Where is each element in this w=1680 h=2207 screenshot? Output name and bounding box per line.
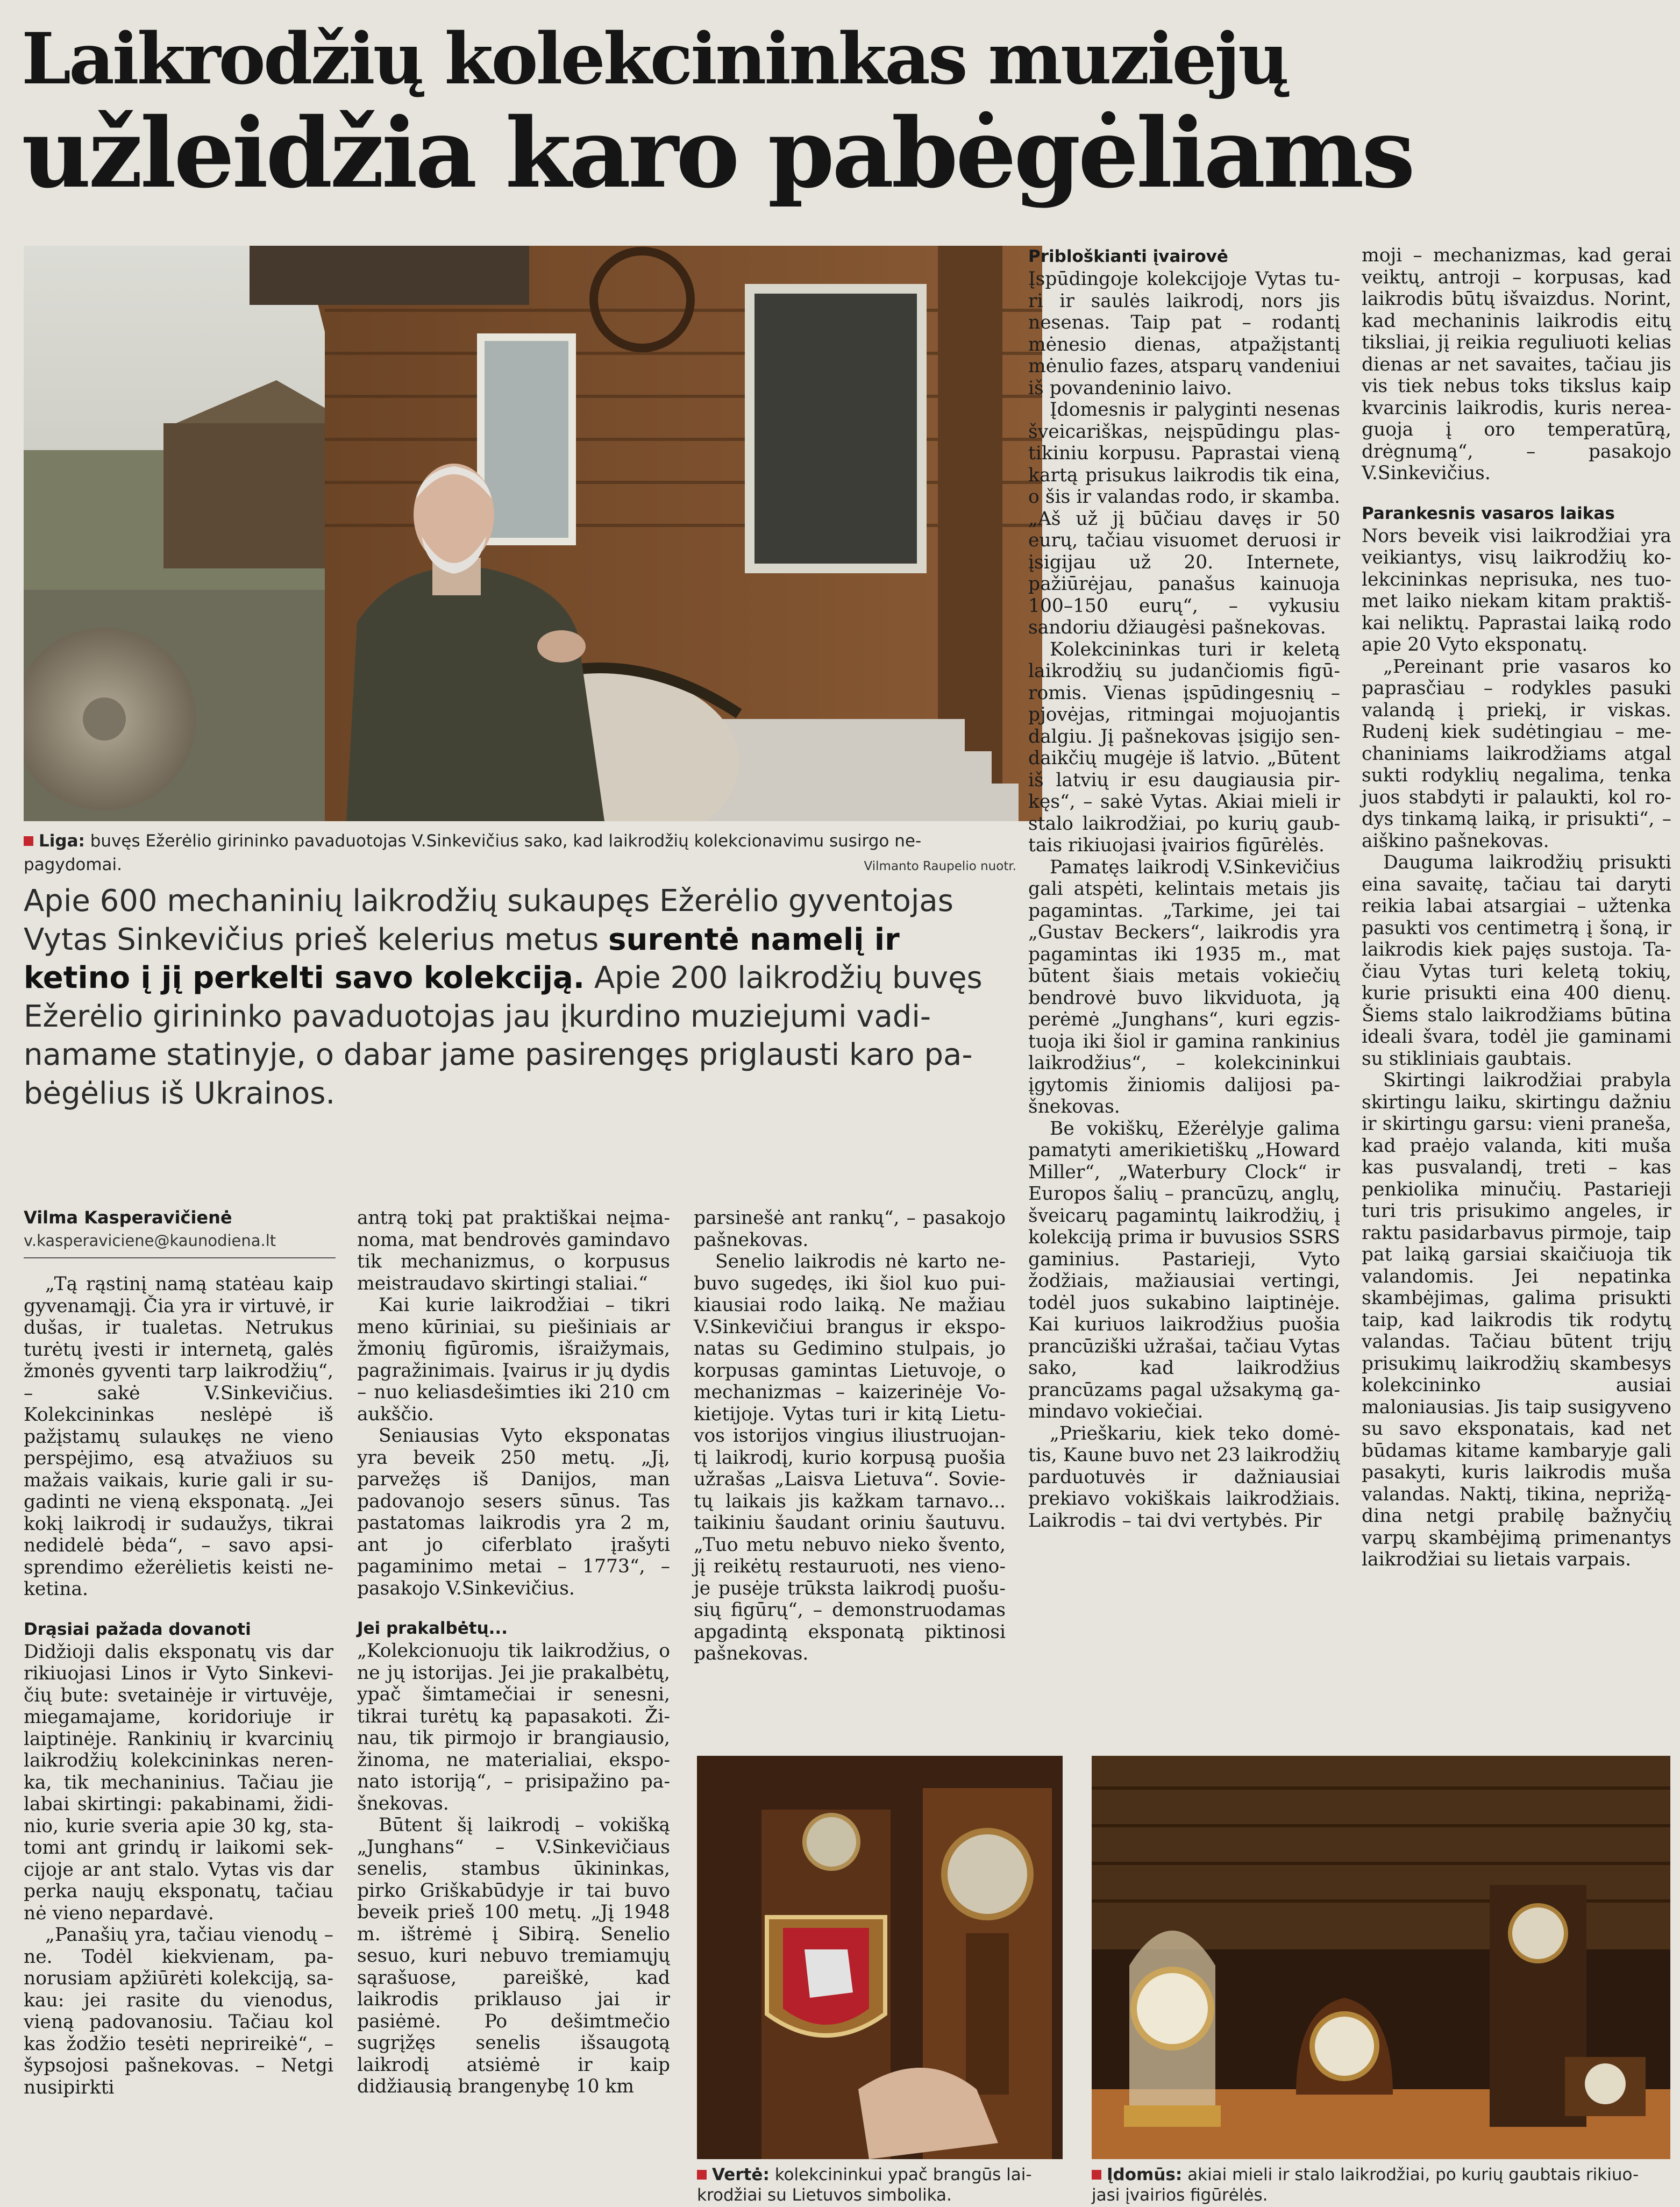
- column-1: „Tą rąstinį namą statėau kaip gyvenamąjį. Čia yra ir virtuvė, ir dušas, ir tualetas. Netrukus turėtų įvesti ir internetą, galės žmonės gyventi tarp laikrodžių“, – sakė V.Sinkevičius. Kolekcininkas neslėpė iš pažįstamų sulaukęs ne vieno perspėjimo, esą atvažiuos su mažais vaikais, kurie gali ir sugadinti ne vieną eksponatą. „Jei kokį laikrodį ir sudaužys, tikrai nedidelė bėda“, – savo apsisprendimo ežerėlietis keisti neketina. Drąsiai pažada dovanoti Didžioji dalis eksponatų vis dar rikiuojasi Linos ir Vyto Sinkevičių bute: svetainėje ir virtuvėje, miegamajame, koridoriuje ir laiptinėje. Rankinių ir kvarcinių laikrodžių kolekcininkas nerenka, tik mechaninius. Tačiau jie labai skirtingi: pakabinami, židinio, kurie sveria apie 30 kg, statomi ant grindų ir laikomi sekcijoje ar ant stalo. Vytas vis dar perka naujų eksponatų, tačiau nė vieno nepardavė. „Panašių yra, tačiau vienodų – ne. Todėl kiekvienam, panorusiam apžiūrėti kolekciją, sakau: jei rasite du vienodus, vieną padovanosiu. Tačiau kol kas žodžio tesėti neprireikė“, – šypsojosi pašnekovas. – Netgi nusipirkti: [24, 1273, 333, 2098]
- headline-line-2: užleidžia karo pabėgėliams: [22, 97, 1413, 209]
- subhead-2: Jei prakalbėtų...: [357, 1619, 508, 1638]
- column-3-lower: parsinešė ant rankų“, – pasakojo pašnekovas. Senelio laikrodis nė karto nebuvo sugedęs, iki šiol kuo puikiausiai rodo laiką. Ne mažiau V.Sinkevičiui brangus ir eksponatas su Gedimino stulpais, jo korpusas gamintas Lietuvoje, o mechanizmas – kaizerinėje Vokietijoje. Vytas turi ir kitą Lietuvos istorijos vingius iliustruojantį laikrodį, kurio korpusą puošia užrašas „Laisva Lietuva“. Sovietų laikais jis kažkam tarnavo... taikiniu šaudant oriniu šautuvu. „Tuo metu nebuvo nieko švento, jį reikėtų restauruoti, nes vienoje pusėje trūksta laikrodį puošusių figūrų“, – demonstruodamas apgadintą eksponatą piktinosi pašnekovas.: [694, 1207, 1006, 1664]
- main-photo-caption-cont: pagydomai.: [24, 855, 123, 874]
- byline-rule: [24, 1257, 336, 1258]
- bottom-right-caption: Įdomūs: akiai mieli ir stalo laikrodžiai, po kurių gaubtais rikiuo-: [1092, 2163, 1672, 2187]
- subhead-1: Drąsiai pažada dovanoti: [24, 1619, 251, 1639]
- caption-marker: [1092, 2170, 1101, 2180]
- bottom-left-caption: Vertė: kolekcininkui ypač brangūs lai-: [697, 2163, 1068, 2187]
- column-3: Pribloškianti įvairovė Įspūdingoje kolekcijoje Vytas turi ir saulės laikrodį, nors jis nesenas. Taip pat – rodantį mėnesio dienas, atpažįstantį mėnulio fazes, atsparų vandeniui iš povandeninio laivo. Įdomesnis ir palyginti nesenas šveicariškas, neįspūdingu plastikiniu korpusu. Paprastai vieną kartą prisukus laikrodis tik eina, o šis ir valandas rodo, ir skamba. „Aš už jį būčiau davęs ir 50 eurų, tačiau visuomet deruosi ir įsigijau už 20. Internete, pažiūrėjau, panašus kainuoja 100–150 eurų“, – vykusiu sandoriu džiaugėsi pašnekovas. Kolekcininkas turi ir keletą laikrodžių su judančiomis figūromis. Vienas įspūdingesnių – pjovėjas, ritmingai mojuojantis dalgiu. Jį pašnekovas įsigijo sendaikčių mugėje iš latvio. „Būtent iš latvių ir esu daugiausia pirkęs“, – sakė Vytas. Akiai mieli ir stalo laikrodžiai, po kurių gaubtais rikiuojasi įvairios figūrėlės. Pamatęs laikrodį V.Sinkevičius gali atspėti, kelintais metais jis pagamintas. „Tarkime, jei tai „Gustav Beckers“, laikrodis yra pagamintas iki 1935 m., mat būtent šiais metais vokiečių bendrovė buvo likviduota, ją perėmė „Junghans“, kuri egzistuoja iki šiol ir gamina rankinius laikrodžius“, – kolekcininkui įgytomis žiniomis dalijosi pašnekovas. Be vokiškų, Ežerėlyje galima pamatyti amerikietiškų „Howard Miller“, „Waterbury Clock“ ir Europos šalių – prancūzų, anglų, šveicarų pagamintų laikrodžių, į kolekciją prima ir buvusios SSRS gaminius. Pastarieji, Vyto žodžiais, mažiausiai vertingi, todėl juos sukabino laiptinėje. Kai kuriuos laikrodžius puošia prancūziški užrašai, tačiau Vytas sako, kad laikrodžius prancūzams pagal užsakymą gamindavo vokiečiai. „Prieškariu, kiek teko domėtis, Kaune buvo net 23 laikrodžių parduotuvės ir dažniausiai prekiavo vokiškais laikrodžiais. Laikrodis – tai dvi vertybės. Pir: [1028, 245, 1340, 1532]
- bottom-left-caption-cont: krodžiai su Lietuvos simbolika.: [697, 2185, 952, 2205]
- lead-paragraph: Apie 600 mechaninių laikrodžių sukaupęs Ežerėlio gyventojas Vytas Sinkevičius prieš kelerius metus surentė namelį ir ketino į jį perkelti savo kolekciją. Apie 200 laikrodžių buvęs Ežerėlio girininko pavaduotojas jau įkurdino muziejumi vadinamame statinyje, o dabar jame pasirengęs priglausti karo pabėgėlius iš Ukrainos.: [24, 884, 983, 1111]
- bottom-right-photo: [1092, 1756, 1670, 2159]
- main-photo-caption: [24, 829, 1042, 853]
- caption-label: Liga:: [39, 831, 85, 851]
- headline-line-1: Laikrodžių kolekcininkas muziejų: [22, 17, 1287, 100]
- column-2: antrą tokį pat praktiškai neįmanoma, mat bendrovės gamindavo tik mechanizmus, o korpusus meistraudavo skirtingi staliai.“ Kai kurie laikrodžiai – tikri meno kūriniai, su piešiniais ar žmonių figūromis, išraižymais, pagražinimais. Įvairus ir jų dydis – nuo keliasdešimties iki 210 cm aukščio. Seniausias Vyto eksponatas yra beveik 250 metų. „Jį, parvežęs iš Danijos, man padovanojo sesers sūnus. Tas pastatomas laikrodis yra 2 m, ant jo ciferblato įrašyti pagaminimo metai – 1773“, – pasakojo V.Sinkevičius. Jei prakalbėtų... „Kolekcionuoju tik laikrodžius, o ne jų istorijas. Jei jie prakalbėtų, ypač šimtamečiai ir senesni, tikrai turėtų ką papasakoti. Žinau, tik pirmojo ir brangiausio, žinoma, ne materialiai, eksponato istoriją“, – prisipažino pašnekovas. Būtent šį laikrodį – vokišką „Junghans“ – V.Sinkevičiaus senelis, stambus ūkininkas, pirko Griškabūdyje ir tai buvo beveik prieš 100 metų. „Jį 1948 m. ištrėmė į Sibirą. Senelio sesuo, kuri nebuvo tremiamųjų sąrašuose, pareiškė, kad laikrodis priklauso jai ir pasiėmė. Po dešimtmečio sugrįžęs senelis išsaugotą laikrodį atsiėmė ir kaip didžiausią brangenybę 10 km: [357, 1207, 670, 2097]
- photo-credit: Vilmanto Raupelio nuotr.: [864, 859, 1016, 873]
- caption-text: buvęs Ežerėlio girininko pavaduotojas V.Sinkevičius sako, kad laikrodžių kolekcionavimu susirgo ne-: [84, 831, 922, 851]
- subhead-3: Pribloškianti įvairovė: [1028, 247, 1228, 266]
- subhead-4: Parankesnis vasaros laikas: [1362, 503, 1615, 523]
- byline-author: Vilma Kasperavičienė: [24, 1207, 232, 1228]
- main-photo: [24, 246, 1042, 821]
- bottom-left-photo: [697, 1756, 1063, 2159]
- column-4: moji – mechanizmas, kad gerai veiktų, antroji – korpusas, kad laikrodis būtų išvaizdus. Norint, kad mechaninis laikrodis eitų tiksliai, jį reikia reguliuoti kelias dienas ar net savaites, tačiau jis vis tiek nebus toks tikslus kaip kvarcinis laikrodis, kuris nereaguoja į oro temperatūrą, drėgnumą“, – pasakojo V.Sinkevičius. Parankesnis vasaros laikas Nors beveik visi laikrodžiai yra veikiantys, visų laikrodžių kolekcininkas neprisuka, nes tuomet laiko niekam kitam praktiškai neliktų. Paprastai laiką rodo apie 20 Vyto eksponatų. „Pereinant prie vasaros ko paprasčiau – rodykles pasuki valandą į priekį, ir viskas. Rudenį kiek sudėtingiau – mechaniniams laikrodžiams atgal sukti rodyklių negalima, tenka juos stabdyti ir palaukti, kol rodys tinkamą laiką, ir prisukti“, – aiškino pašnekovas. Dauguma laikrodžių prisukti eina savaitę, tačiau tai daryti reikia labai atsargiai – užtenka pasukti vos centimetrą į šoną, ir laikrodis kiek pajęs sustoja. Tačiau Vytas turi keletą tokių, kurie prisukti eina 400 dienų. Šiems stalo laikrodžiams būtina ideali švara, todėl jie gaminami su stikliniais gaubtais. Skirtingi laikrodžiai prabyla skirtingu laiku, skirtingu dažniu ir skirtingu garsu: vieni praneša, kad praėjo valanda, kiti muša kas pusvalandį, treti – kas penkiolika minučių. Pastarieji turi tris prisukimo angeles, ir raktu pasidarbavus pirmoje, taip pat laiką garsiai skaičiuoja tik valandomis. Jei nepatinka skambėjimas, galima prisukti taip, kad laikrodis tik rodytų valandas. Tačiau būtent trijų prisukimų laikrodžių skambesys kolekcininko ausiai maloniausias. Jis taip susigyveno su savo eksponatais, kad net būdamas kitame kambaryje gali pasakyti, kuris laikrodis muša valandas. Naktį, tikina, neprižądina netgi prabilę bažnyčių varpų skambėjimą primenantys laikrodžiai su lietais varpais.: [1362, 245, 1671, 1570]
- byline-email: v.kasperaviciene@kaunodiena.lt: [24, 1231, 276, 1250]
- caption-marker: [24, 836, 33, 846]
- bottom-right-caption-cont: jasi įvairios figūrėlės.: [1092, 2185, 1268, 2205]
- caption-marker: [697, 2170, 707, 2180]
- lead-bold: surentė namelį ir ketino į jį perkelti savo kolekciją.: [24, 922, 900, 995]
